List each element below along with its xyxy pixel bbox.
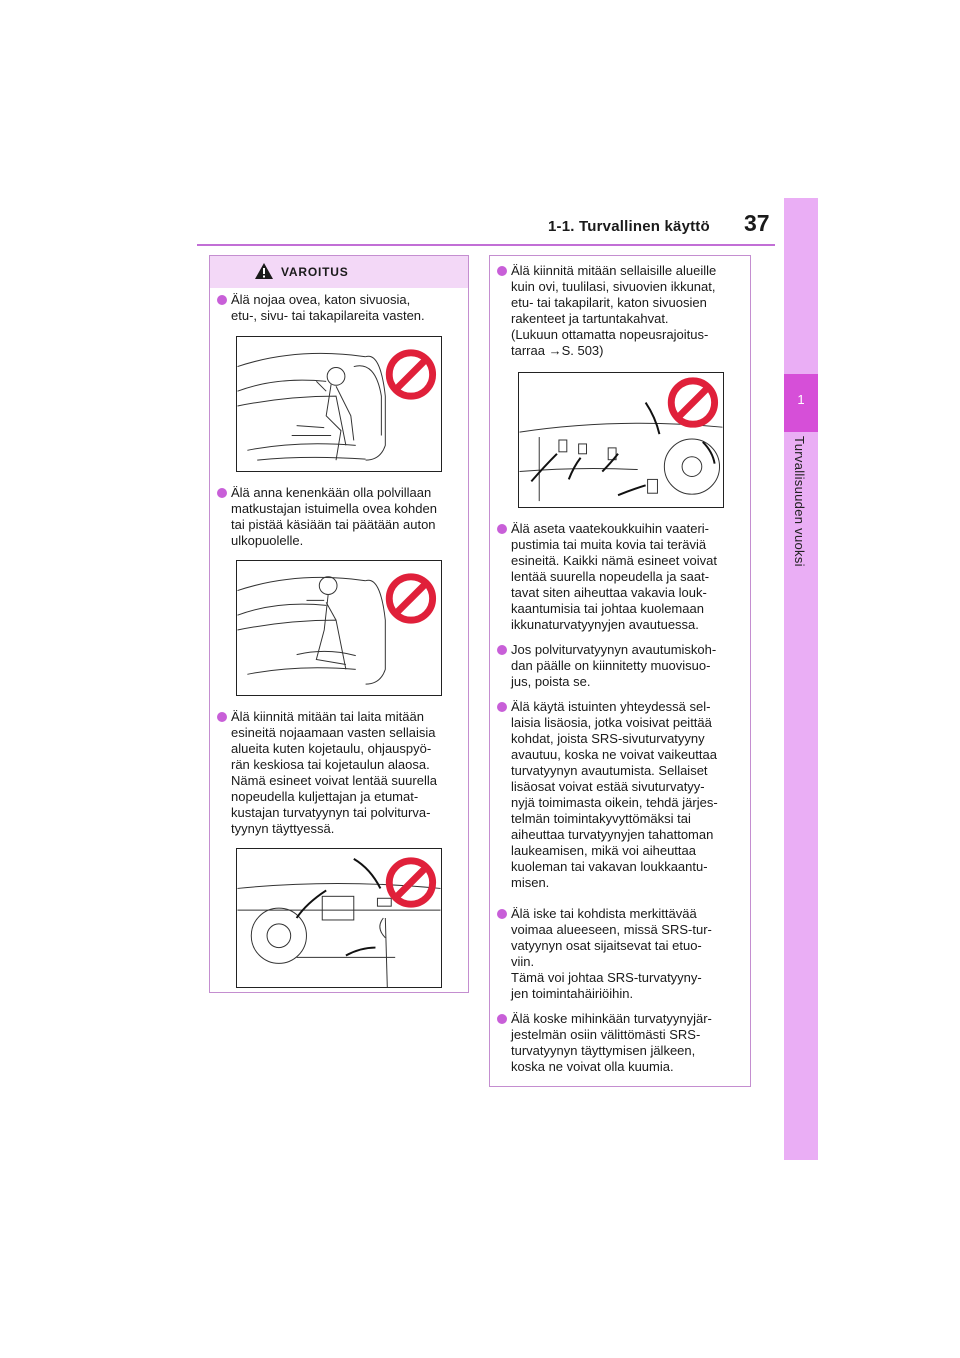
- bullet-icon: [497, 524, 507, 534]
- warning-triangle-icon: [254, 262, 274, 280]
- chapter-number: 1: [797, 392, 805, 407]
- bullet-icon: [497, 645, 507, 655]
- warning-item-impact: Älä iske tai kohdista merkittävää voimaa alueeseen, missä SRS-tur- vatyynyn osat sijaitsevat tai etuo- viin. Tämä voi johtaa SRS-turvatyyny- jen toimintahäiriöihin.: [511, 906, 712, 1002]
- chapter-side-tab: [784, 198, 818, 1160]
- warning-item-knee-airbag-cover: Jos polviturvatyynyn avautumiskoh- dan päälle on kiinnitetty muovisuo- jus, poista se.: [511, 642, 716, 690]
- illustration-kneeling-on-seat: [236, 560, 442, 696]
- bullet-icon: [217, 295, 227, 305]
- warning-title: VAROITUS: [281, 265, 349, 279]
- illustration-windshield-attachments: [518, 372, 724, 508]
- warning-item-hot-parts: Älä koske mihinkään turvatyynyjär- jestelmän osiin välittömästi SRS- turvatyynyn täyttymisen jälkeen, koska ne voivat olla kuumia.: [511, 1011, 712, 1075]
- warning-box-right: [489, 255, 751, 1087]
- warning-item-kneel: Älä anna kenenkään olla polvillaan matkustajan istuimella ovea kohden tai pistää käsiään tai päätään auton ulkopuolelle.: [231, 485, 437, 549]
- warning-item-attach-areas: Älä kiinnitä mitään sellaisille alueille kuin ovi, tuulilasi, sivuovien ikkunat, etu- tai takapilarit, katon sivuosien rakenteet ja tartuntakahvat. (Lukuun ottamatta nopeusrajoitus- tarraa →S. 503): [511, 263, 716, 359]
- illustration-leaning-on-door: [236, 336, 442, 472]
- bullet-icon: [497, 266, 507, 276]
- bullet-icon: [217, 488, 227, 498]
- bullet-icon: [497, 1014, 507, 1024]
- warning-item-lean-door: Älä nojaa ovea, katon sivuosia, etu-, sivu- tai takapilareita vasten.: [231, 292, 425, 324]
- bullet-icon: [497, 909, 507, 919]
- warning-box-left: [209, 255, 469, 993]
- warning-item-coat-hooks: Älä aseta vaatekoukkuihin vaateri- pustimia tai muita kovia tai teräviä esineitä. Kaikki nämä esineet voivat lentää suurella nopeudella ja saat- tavat siten aiheuttaa vakavia louk- kaantumisia tai johtaa kuolemaan ikkunaturvatyynyjen avautuessa.: [511, 521, 717, 633]
- bullet-icon: [217, 712, 227, 722]
- section-title: 1-1. Turvallinen käyttö: [548, 218, 710, 235]
- illustration-dashboard-objects: [236, 848, 442, 988]
- warning-item-dashboard-objects: Älä kiinnitä mitään tai laita mitään esineitä nojaamaan vasten sellaisia alueita kuten kojetaulu, ohjauspyö- rän keskiosa tai kojetaulun alaosa. Nämä esineet voivat lentää suurella nopeudella kuljettajan ja etumat- kustajan turvatyynyn tai polviturva- tyynyn täyttyessä.: [231, 709, 437, 837]
- page-number: 37: [744, 210, 770, 236]
- header-rule: [197, 244, 775, 246]
- warning-item-seat-accessories: Älä käytä istuinten yhteydessä sel- laisia lisäosia, jotka voisivat peittää kohdat, joista SRS-sivuturvatyyny avautuu, koska ne voivat vaikeuttaa turvatyynyn avautumista. Sellaiset lisäosat voivat estää sivuturvatyy- nyjä toimimasta oikein, tehdä järjes- telmän toimintakyvyttömäksi tai aiheuttaa turvatyynyjen tahattoman laukeamisen, mikä voi aiheuttaa kuoleman tai vakavan loukkaantu- misen.: [511, 699, 718, 891]
- bullet-icon: [497, 702, 507, 712]
- chapter-title: Turvallisuuden vuoksi: [792, 436, 807, 567]
- warning-header: [210, 256, 468, 288]
